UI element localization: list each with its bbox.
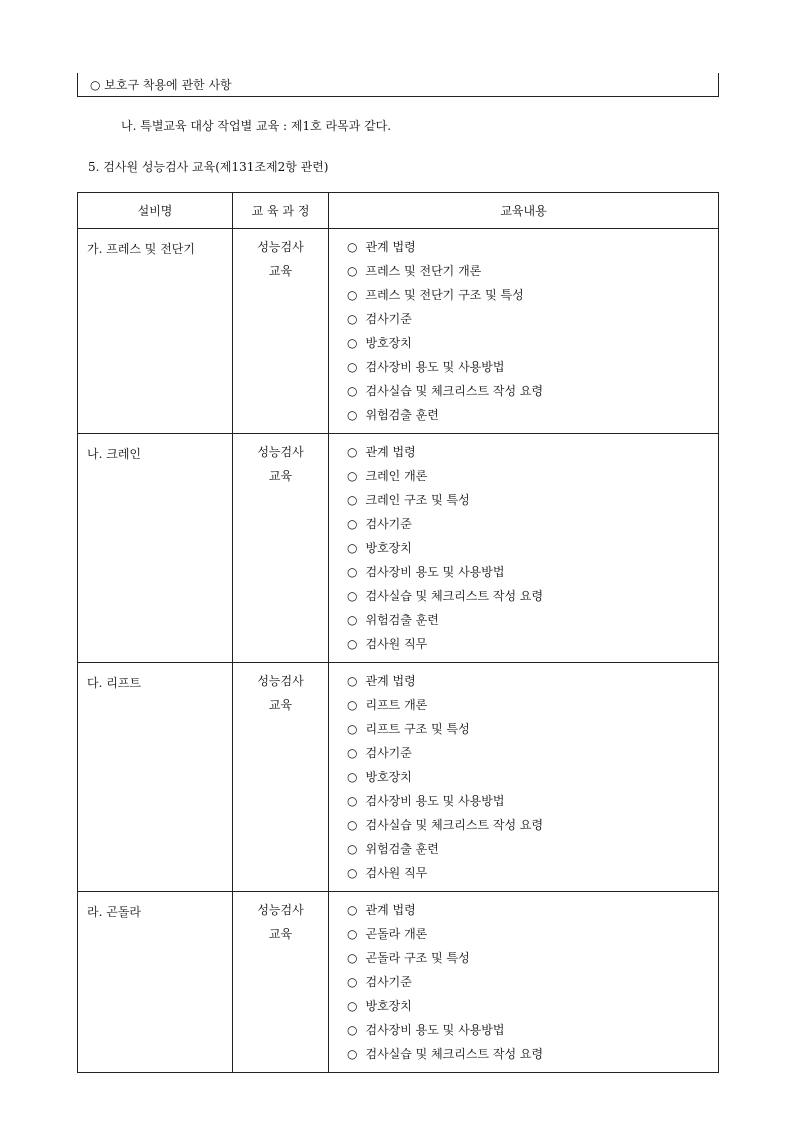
- equipment-name: 라. 곤돌라: [87, 905, 141, 919]
- content-item: ○ 검사원 직무: [347, 632, 718, 656]
- content-list: [347, 440, 718, 656]
- content-item: ○ 검사기준: [347, 512, 718, 536]
- content-item: ○ 검사기준: [347, 970, 718, 994]
- content-item: ○ 관계 법령: [347, 898, 718, 922]
- course-label: 성능검사: [257, 903, 304, 917]
- table-row: [78, 892, 719, 1073]
- content-item: ○ 프레스 및 전단기 구조 및 특성: [347, 283, 718, 307]
- course-label: 성능검사: [257, 674, 304, 688]
- content-item: ○ 관계 법령: [347, 235, 718, 259]
- table-row: [78, 434, 719, 663]
- content-item: ○ 위험검출 훈련: [347, 403, 718, 427]
- equipment-cell: [78, 229, 233, 434]
- content-item: ○ 관계 법령: [347, 669, 718, 693]
- content-item: ○ 크레인 개론: [347, 464, 718, 488]
- equipment-cell: [78, 663, 233, 892]
- content-item: ○ 곤돌라 구조 및 특성: [347, 946, 718, 970]
- content-item: ○ 검사실습 및 체크리스트 작성 요령: [347, 813, 718, 837]
- equipment-name: 다. 리프트: [87, 676, 141, 690]
- header-content: 교육내용: [329, 193, 719, 229]
- content-item: ○ 크레인 구조 및 특성: [347, 488, 718, 512]
- content-item: ○ 위험검출 훈련: [347, 837, 718, 861]
- course-cell: [233, 229, 329, 434]
- header-course: 교 육 과 정: [233, 193, 329, 229]
- content-item: ○ 방호장치: [347, 994, 718, 1018]
- table-header-row: [78, 193, 719, 229]
- course-cell: [233, 434, 329, 663]
- course-label: 성능검사: [257, 445, 304, 459]
- equipment-cell: [78, 434, 233, 663]
- content-item: ○ 검사원 직무: [347, 861, 718, 885]
- content-list: [347, 898, 718, 1066]
- protective-gear-box: [77, 73, 719, 97]
- course-cell: [233, 663, 329, 892]
- content-item: ○ 곤돌라 개론: [347, 922, 718, 946]
- content-cell: [329, 892, 719, 1073]
- content-cell: [329, 663, 719, 892]
- section-title: 5. 검사원 성능검사 교육(제131조제2항 관련): [88, 160, 329, 174]
- course-label: 교육: [268, 264, 293, 278]
- content-list: [347, 235, 718, 427]
- content-item: ○ 프레스 및 전단기 개론: [347, 259, 718, 283]
- course-cell: [233, 892, 329, 1073]
- special-education-note: 나. 특별교육 대상 작업별 교육 : 제1호 라목과 같다.: [121, 119, 392, 133]
- content-item: ○ 검사장비 용도 및 사용방법: [347, 1018, 718, 1042]
- course-label: 교육: [268, 469, 293, 483]
- content-item: ○ 리프트 개론: [347, 693, 718, 717]
- content-item: ○ 방호장치: [347, 331, 718, 355]
- equipment-cell: [78, 892, 233, 1073]
- content-item: ○ 검사기준: [347, 741, 718, 765]
- content-cell: [329, 229, 719, 434]
- inspector-education-table: [77, 192, 719, 1073]
- protective-gear-text: ○ 보호구 착용에 관한 사항: [90, 78, 232, 92]
- equipment-name: 가. 프레스 및 전단기: [87, 242, 195, 256]
- content-item: ○ 검사기준: [347, 307, 718, 331]
- content-item: ○ 검사실습 및 체크리스트 작성 요령: [347, 584, 718, 608]
- content-item: ○ 리프트 구조 및 특성: [347, 717, 718, 741]
- table-row: [78, 229, 719, 434]
- course-label: 교육: [268, 698, 293, 712]
- content-item: ○ 검사장비 용도 및 사용방법: [347, 560, 718, 584]
- content-list: [347, 669, 718, 885]
- content-item: ○ 검사실습 및 체크리스트 작성 요령: [347, 379, 718, 403]
- content-item: ○ 검사실습 및 체크리스트 작성 요령: [347, 1042, 718, 1066]
- equipment-name: 나. 크레인: [87, 447, 141, 461]
- content-item: ○ 관계 법령: [347, 440, 718, 464]
- course-label: 성능검사: [257, 240, 304, 254]
- table-row: [78, 663, 719, 892]
- content-cell: [329, 434, 719, 663]
- content-item: ○ 방호장치: [347, 765, 718, 789]
- content-item: ○ 위험검출 훈련: [347, 608, 718, 632]
- content-item: ○ 검사장비 용도 및 사용방법: [347, 789, 718, 813]
- course-label: 교육: [268, 927, 293, 941]
- content-item: ○ 검사장비 용도 및 사용방법: [347, 355, 718, 379]
- header-equipment: 설비명: [78, 193, 233, 229]
- content-item: ○ 방호장치: [347, 536, 718, 560]
